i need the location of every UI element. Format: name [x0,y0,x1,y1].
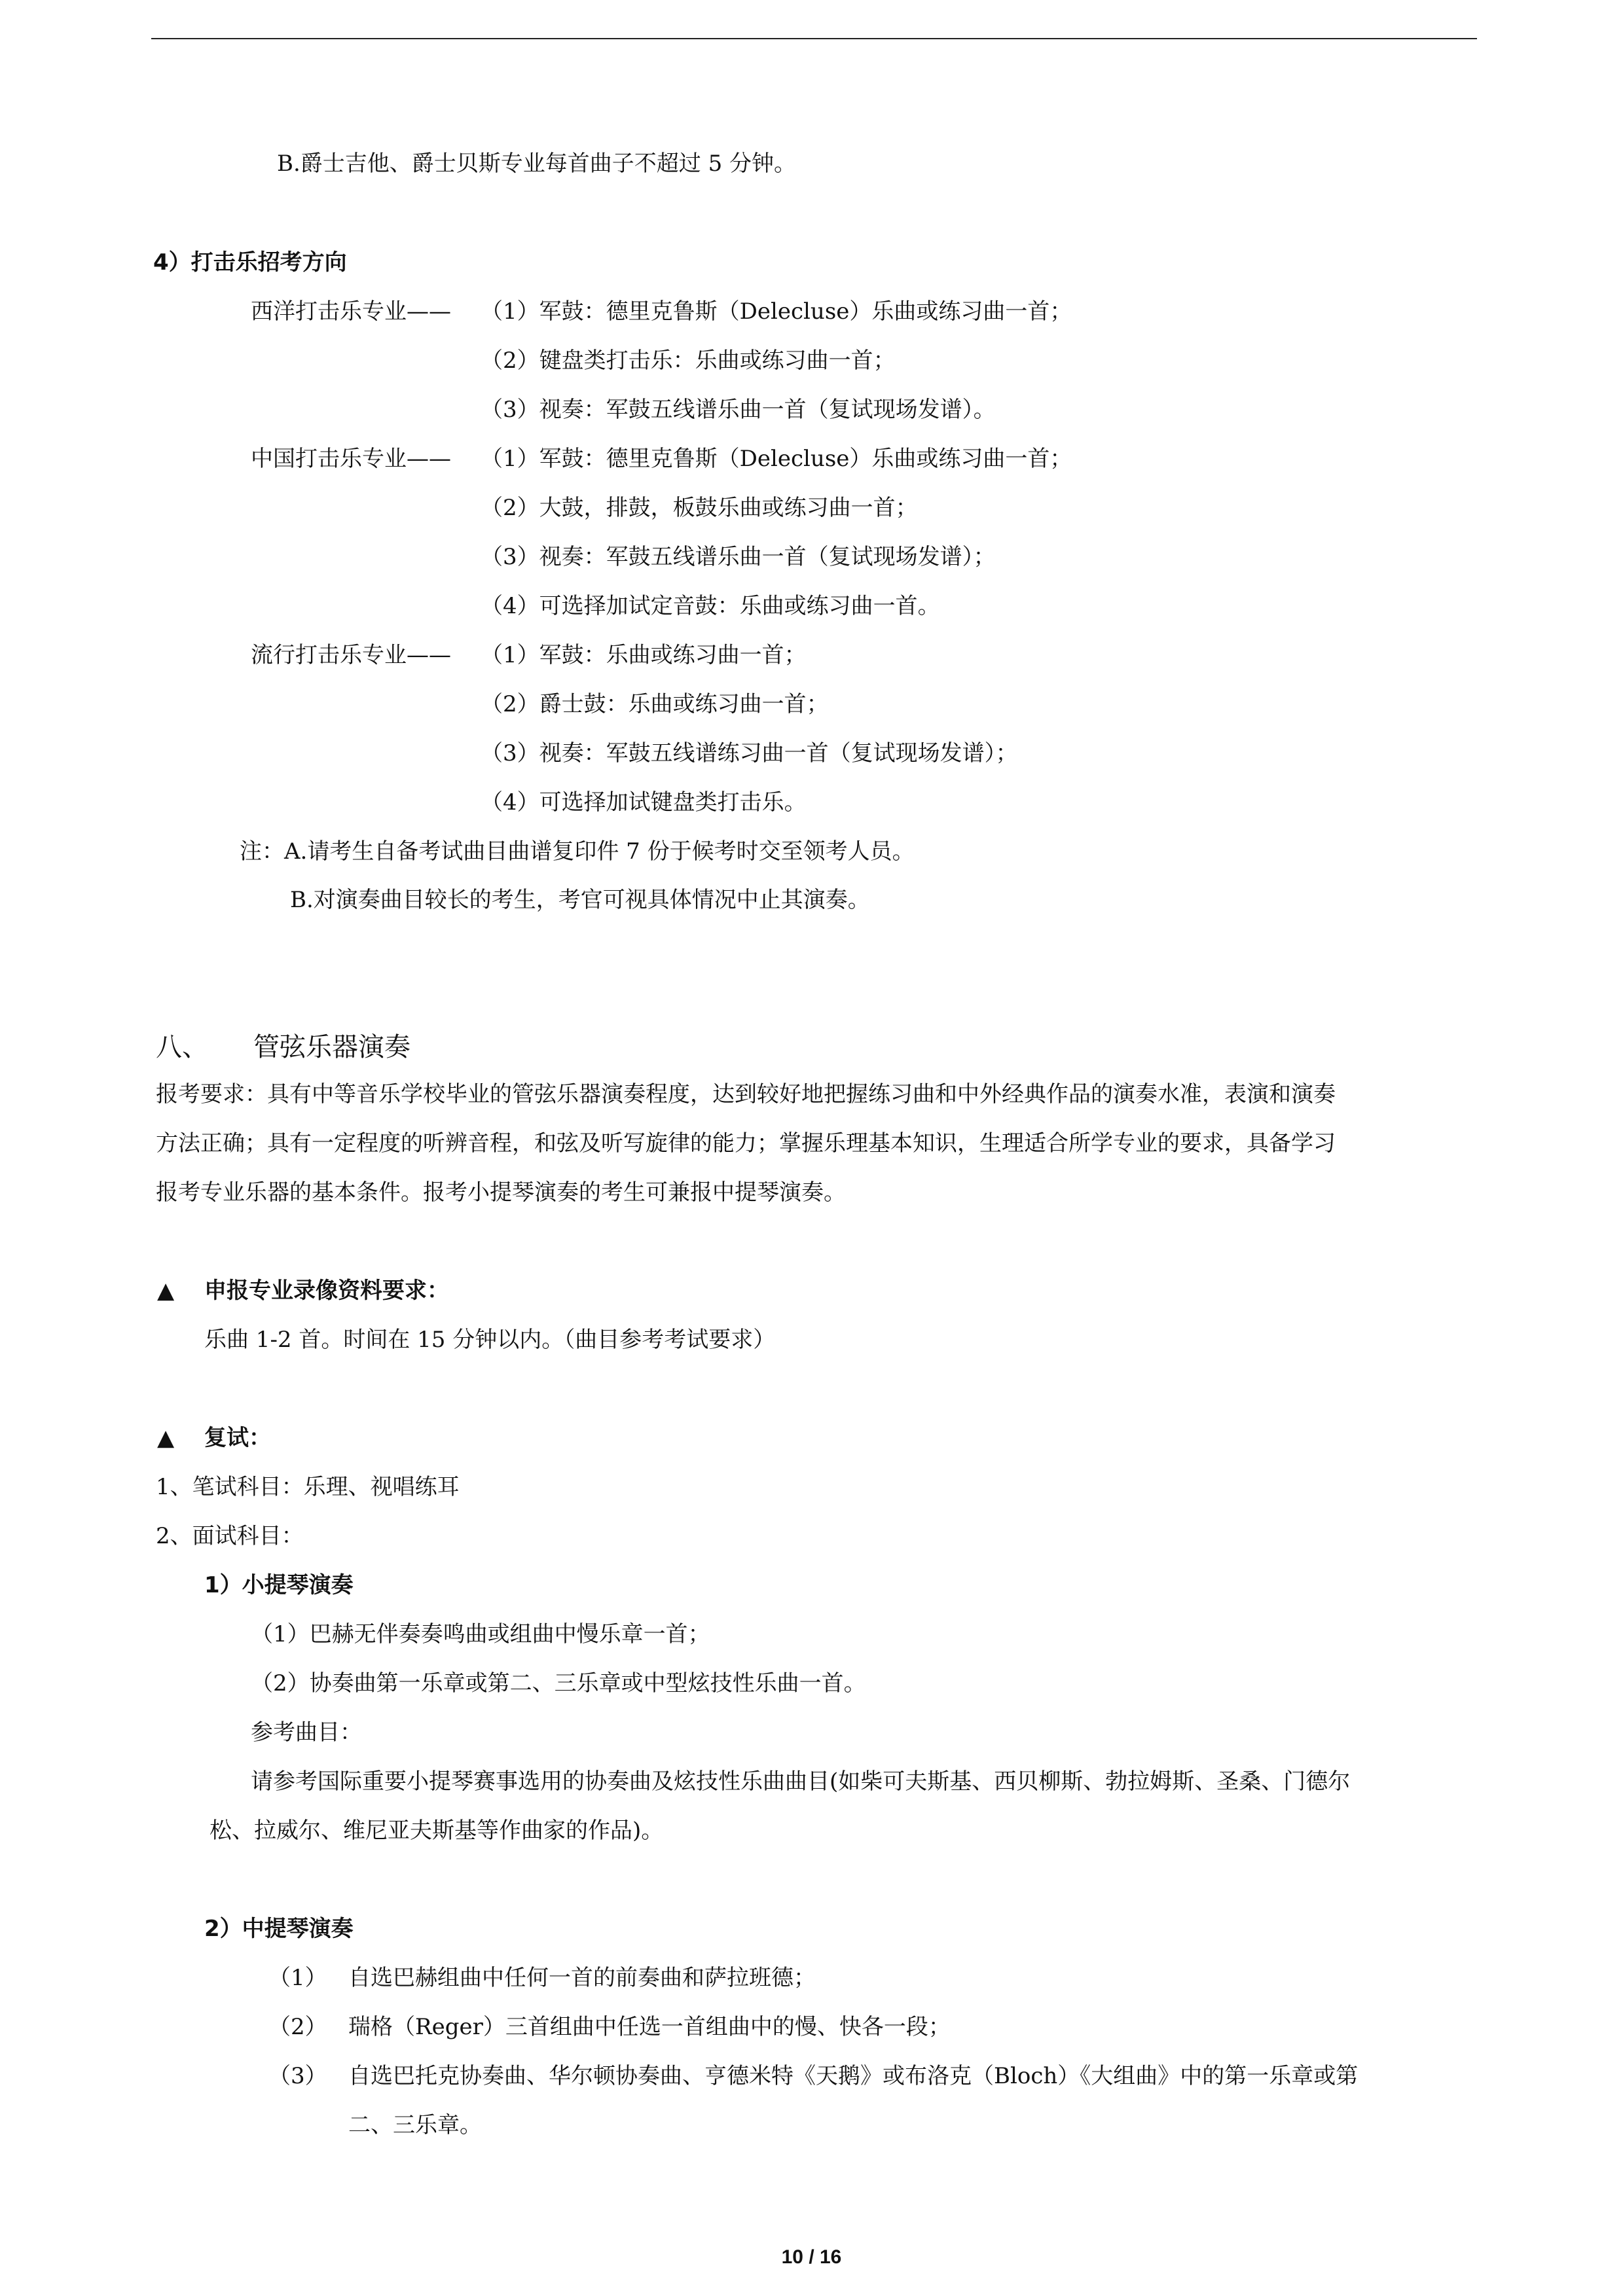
viola-heading: 2）中提琴演奏 [204,1916,354,1942]
violin-ref-label: 参考曲目： [251,1719,362,1746]
viola-item-3-number: （3） [268,2063,327,2089]
viola-item-3-continued: 二、三乐章。 [348,2112,482,2138]
chinese-item-2: （2）大鼓，排鼓，板鼓乐曲或练习曲一首； [481,495,918,521]
video-text: 乐曲 1-2 首。时间在 15 分钟以内。（曲目参考考试要求） [204,1327,776,1353]
viola-item-1-number: （1） [268,1965,327,1991]
pop-item-4: （4）可选择加试键盘类打击乐。 [481,789,807,816]
chinese-percussion-label: 中国打击乐专业—— [251,446,451,472]
violin-item-1: （1）巴赫无伴奏奏鸣曲或组曲中慢乐章一首； [251,1621,710,1647]
western-item-1: （1）军鼓：德里克鲁斯（Delecluse）乐曲或练习曲一首； [481,298,1072,325]
percussion-note-a: 注：A.请考生自备考试曲目曲谱复印件 7 份于候考时交至领考人员。 [240,838,915,865]
viola-item-1: 自选巴赫组曲中任何一首的前奏曲和萨拉班德； [348,1965,816,1991]
chinese-item-3: （3）视奏：军鼓五线谱乐曲一首（复试现场发谱）； [481,544,996,570]
percussion-heading: 4）打击乐招考方向 [153,249,347,276]
pop-percussion-label: 流行打击乐专业—— [251,642,451,668]
section-number: 八、 [156,1032,208,1062]
violin-item-2: （2）协奏曲第一乐章或第二、三乐章或中型炫技性乐曲一首。 [251,1670,866,1696]
written-subjects: 1、笔试科目：乐理、视唱练耳 [156,1474,460,1500]
requirements-line-2: 方法正确；具有一定程度的听辨音程，和弦及听写旋律的能力；掌握乐理基本知识，生理适合所学专业的要求，具备学习 [156,1130,1336,1157]
header-rule [151,38,1477,39]
chinese-item-1: （1）军鼓：德里克鲁斯（Delecluse）乐曲或练习曲一首； [481,446,1072,472]
jazz-note-b: B.爵士吉他、爵士贝斯专业每首曲子不超过 5 分钟。 [277,151,797,177]
section-title: 管弦乐器演奏 [253,1032,410,1062]
chinese-item-4: （4）可选择加试定音鼓：乐曲或练习曲一首。 [481,593,940,619]
pop-item-2: （2）爵士鼓：乐曲或练习曲一首； [481,691,829,717]
violin-heading: 1）小提琴演奏 [204,1572,354,1598]
western-item-2: （2）键盘类打击乐：乐曲或练习曲一首； [481,348,896,374]
viola-item-2: 瑞格（Reger）三首组曲中任选一首组曲中的慢、快各一段； [348,2014,951,2040]
video-heading: 申报专业录像资料要求： [204,1278,449,1304]
requirements-line-1: 报考要求：具有中等音乐学校毕业的管弦乐器演奏程度，达到较好地把握练习曲和中外经典作品的演奏水准，表演和演奏 [156,1081,1336,1107]
pop-item-3: （3）视奏：军鼓五线谱练习曲一首（复试现场发谱）； [481,740,1018,766]
retest-heading: 复试： [204,1425,271,1451]
percussion-note-b: B.对演奏曲目较长的考生，考官可视具体情况中止其演奏。 [290,887,870,913]
triangle-bullet-icon: ▲ [157,1425,175,1451]
triangle-bullet-icon: ▲ [157,1278,175,1304]
violin-ref-line-1: 请参考国际重要小提琴赛事选用的协奏曲及炫技性乐曲曲目(如柴可夫斯基、西贝柳斯、勃拉姆斯、圣桑、门德尔 [251,1768,1351,1795]
western-percussion-label: 西洋打击乐专业—— [251,298,451,325]
violin-ref-line-2: 松、拉威尔、维尼亚夫斯基等作曲家的作品)。 [210,1818,664,1844]
western-item-3: （3）视奏：军鼓五线谱乐曲一首（复试现场发谱）。 [481,397,996,423]
requirements-line-3: 报考专业乐器的基本条件。报考小提琴演奏的考生可兼报中提琴演奏。 [156,1179,846,1206]
viola-item-2-number: （2） [268,2014,327,2040]
pop-item-1: （1）军鼓：乐曲或练习曲一首； [481,642,807,668]
interview-subjects: 2、面试科目： [156,1523,304,1549]
viola-item-3: 自选巴托克协奏曲、华尔顿协奏曲、亨德米特《天鹅》或布洛克（Bloch）《大组曲》中的第一乐章或第 [348,2063,1359,2089]
page-number: 10 / 16 [781,2246,842,2268]
